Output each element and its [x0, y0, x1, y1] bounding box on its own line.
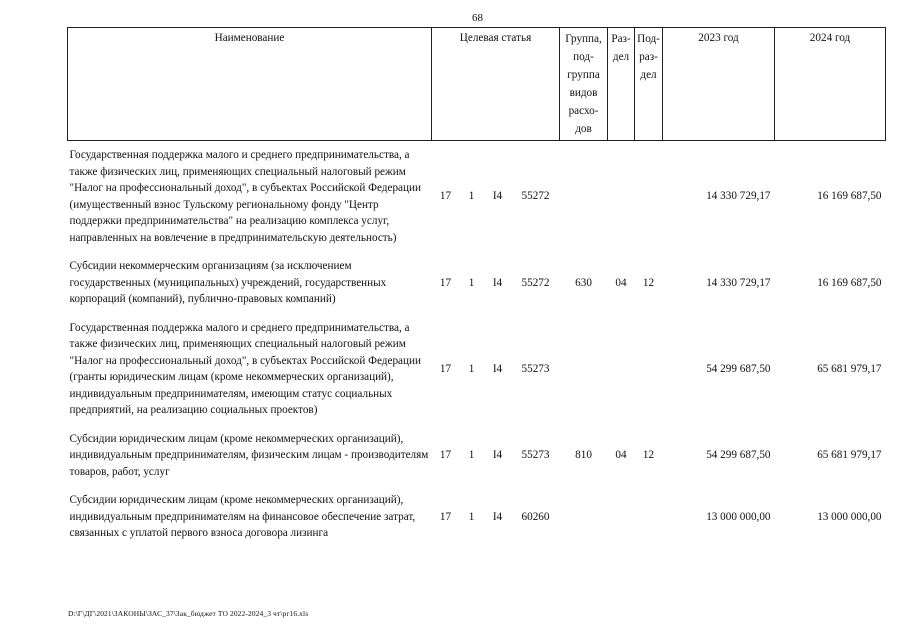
target-code-1: 17: [439, 276, 452, 289]
target-code-2: 1: [468, 276, 475, 289]
expense-group: [560, 486, 608, 548]
file-path: D:\Г\ДГ\2021\ЗАКОНЫ\ЗАС_37\Зак_бюджет ТО 2022-2024_3 чт\рг16.xls: [68, 609, 309, 618]
amount-2024: 16 169 687,50: [817, 276, 882, 289]
amount-2024: 13 000 000,00: [817, 510, 882, 523]
target-code-1: 17: [439, 449, 452, 461]
row-name: Государственная поддержка малого и среднего предпринимательства, а также физических лиц, применяющих специальный налоговый режим "Налог на профессиональный доход", в субъектах Российской Федерации (имущественный взнос Тульскому региональному фонду "Центр поддержки предпринимательства" на реализацию комплекса услуг, направленных на вовлечение в предпринимательскую деятельность): [69, 149, 421, 244]
table-row: [68, 425, 886, 487]
target-code-4: 60260: [521, 510, 550, 523]
amount-2023: 13 000 000,00: [706, 510, 771, 523]
target-code-3: I4: [492, 510, 503, 523]
amount-2024: 16 169 687,50: [817, 190, 882, 203]
subsection-code: [635, 486, 663, 548]
target-code-4: 55272: [521, 190, 550, 203]
target-code-2: 1: [468, 362, 475, 375]
header-name: Наименование: [68, 28, 432, 141]
section-code: [608, 314, 635, 425]
section-code: 04: [615, 449, 627, 461]
target-code-3: I4: [492, 362, 503, 375]
row-name: Субсидии некоммерческим организациям (за исключением государственных (муниципальных) учреждений, государственных корпораций (компаний), публично-правовых компаний): [69, 260, 387, 305]
row-name: Государственная поддержка малого и среднего предпринимательства, а также физических лиц, применяющих специальный налоговый режим "Налог на профессиональный доход", в субъектах Российской Федерации (гранты юридическим лицам (кроме некоммерческих организаций), индивидуальным предпринимателям, имеющим статус социальных предприятий, на реализацию социальных проектов): [69, 321, 421, 416]
section-code: [608, 141, 635, 253]
section-code: [608, 486, 635, 548]
target-code-4: 55272: [521, 276, 550, 289]
header-group: Группа, под- группа видов расхо- дов: [560, 28, 608, 141]
target-code-1: 17: [439, 510, 452, 523]
header-year-2023: 2023 год: [663, 28, 775, 141]
target-code-3: I4: [492, 276, 503, 289]
table-row: [68, 141, 886, 253]
header-section: Раз- дел: [608, 28, 635, 141]
amount-2024: 65 681 979,17: [817, 449, 882, 461]
table-header-row: [68, 28, 886, 141]
target-code-3: I4: [492, 449, 503, 461]
target-code-4: 55273: [521, 362, 550, 375]
subsection-code: 12: [642, 276, 655, 289]
table-row: [68, 252, 886, 314]
amount-2024: 65 681 979,17: [817, 362, 882, 375]
amount-2023: 54 299 687,50: [706, 449, 771, 461]
subsection-code: [635, 141, 663, 253]
row-name: Субсидии юридическим лицам (кроме некоммерческих организаций), индивидуальным предпринимателям, физическим лицам - производителям товаров, работ, услуг: [69, 432, 429, 478]
amount-2023: 14 330 729,17: [706, 276, 771, 289]
table-row: [68, 486, 886, 548]
target-code-1: 17: [439, 362, 452, 375]
amount-2023: 14 330 729,17: [706, 190, 771, 203]
subsection-code: [635, 314, 663, 425]
header-year-2024: 2024 год: [775, 28, 886, 141]
header-subsection: Под- раз- дел: [635, 28, 663, 141]
subsection-code: 12: [642, 449, 655, 461]
target-code-3: I4: [492, 190, 503, 203]
amount-2023: 54 299 687,50: [706, 362, 771, 375]
target-code-2: 1: [468, 449, 475, 461]
expense-group: 630: [575, 276, 592, 289]
expense-group: [560, 141, 608, 253]
target-code-2: 1: [468, 510, 475, 523]
table-row: [68, 314, 886, 425]
row-name: Субсидии юридическим лицам (кроме некоммерческих организаций), индивидуальным предпринимателям на финансовое обеспечение затрат, связанных с уплатой первого взноса договора лизинга: [69, 494, 416, 539]
target-code-2: 1: [468, 190, 475, 203]
expense-group: 810: [575, 449, 592, 461]
budget-table: [67, 27, 886, 548]
target-code-4: 55273: [521, 449, 550, 461]
target-code-1: 17: [439, 190, 452, 203]
header-target-article: Целевая статья: [432, 28, 560, 141]
section-code: 04: [615, 276, 627, 289]
expense-group: [560, 314, 608, 425]
page-number: 68: [472, 12, 483, 24]
